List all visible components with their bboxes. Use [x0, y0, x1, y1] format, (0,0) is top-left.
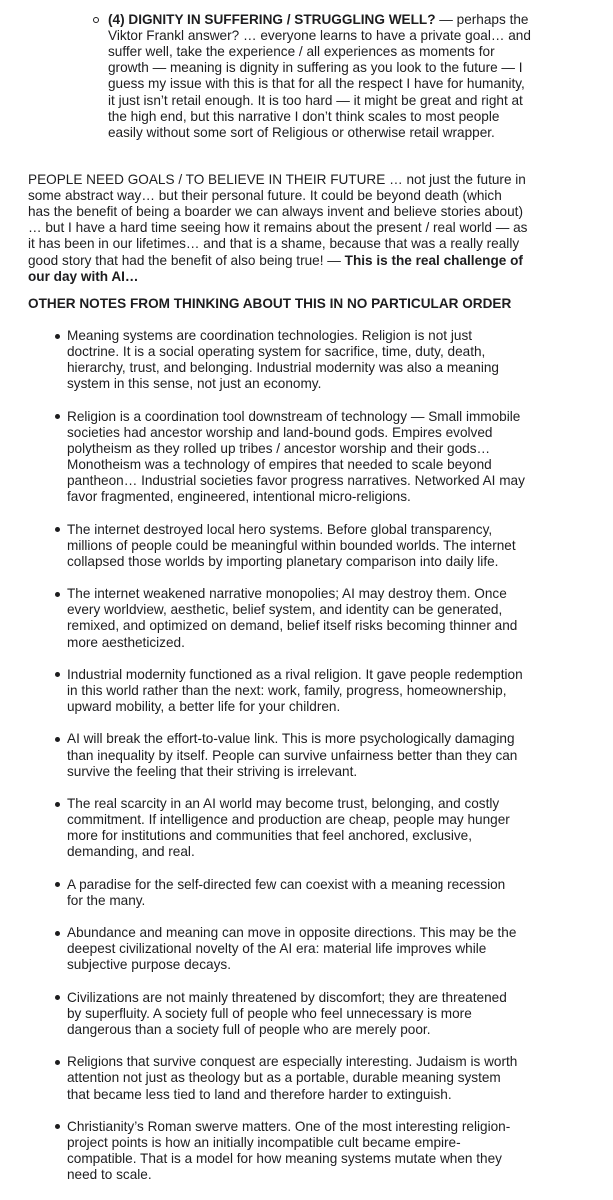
- note-line: Industrial modernity functioned as a rival religion. It gave people redemption: [67, 666, 523, 682]
- note-line: millions of people could be meaningful within bounded worlds. The internet: [67, 537, 516, 553]
- note-line: than inequality by itself. People can survive unfairness better than they can: [67, 747, 518, 763]
- note-item: [0, 328, 613, 393]
- note-line: in this world rather than the next: work, family, progress, homeownership,: [67, 683, 507, 699]
- note-line: attention not just as theology but as a portable, durable meaning system: [67, 1070, 501, 1086]
- paragraph-line: has the benefit of being a boarder we can always invent and believe stories about): [28, 204, 523, 220]
- bullet-dot-icon: [55, 527, 60, 532]
- note-line: hierarchy, trust, and belonging. Industrial modernity was also a meaning: [67, 360, 499, 376]
- paragraph-line-text: good story that had the benefit of also being true! —: [28, 252, 345, 268]
- bullet-dot-icon: [55, 882, 60, 887]
- note-item: [0, 990, 613, 1038]
- note-line: societies had ancestor worship and land-bound gods. Empires evolved: [67, 424, 493, 440]
- note-line: Civilizations are not mainly threatened by discomfort; they are threatened: [67, 989, 507, 1005]
- note-item: [0, 1119, 613, 1184]
- paragraph-emphasis: our day with AI…: [28, 268, 139, 284]
- paragraph-line: PEOPLE NEED GOALS / TO BELIEVE IN THEIR FUTURE … not just the future in: [28, 171, 526, 187]
- note-line: subjective purpose decays.: [67, 957, 231, 973]
- bullet-dot-icon: [55, 414, 60, 419]
- bullet-dot-icon: [55, 592, 60, 597]
- note-line: collapsed those worlds by importing planetary comparison into daily life.: [67, 553, 499, 569]
- note-line: upward mobility, a better life for your children.: [67, 699, 341, 715]
- note-line: system in this sense, not just an economy.: [67, 376, 322, 392]
- note-line: need to scale.: [67, 1167, 152, 1183]
- note-line: Meaning systems are coordination technologies. Religion is not just: [67, 327, 473, 343]
- nested-item-line: suffer well, take the experience / all experiences as moments for: [108, 44, 495, 60]
- nested-item-line: the high end, but this narrative I don’t think scales to most people: [108, 108, 500, 124]
- bullet-dot-icon: [55, 802, 60, 807]
- goals-paragraph: [0, 172, 613, 285]
- note-line: Monotheism was a technology of empires that needed to scale beyond: [67, 457, 492, 473]
- note-line: Religions that survive conquest are especially interesting. Judaism is worth: [67, 1054, 518, 1070]
- note-line: for the many.: [67, 892, 146, 908]
- bullet-dot-icon: [55, 995, 60, 1000]
- bullet-dot-icon: [55, 672, 60, 677]
- note-line: Religion is a coordination tool downstream of technology — Small immobile: [67, 408, 521, 424]
- note-line: doctrine. It is a social operating system for sacrifice, time, duty, death,: [67, 344, 486, 360]
- note-line: every worldview, aesthetic, belief system, and identity can be generated,: [67, 602, 503, 618]
- note-line: A paradise for the self-directed few can coexist with a meaning recession: [67, 876, 506, 892]
- note-line: more aestheticized.: [67, 634, 185, 650]
- nested-item-line-text: — perhaps the: [435, 11, 529, 27]
- note-line: by superfluity. A society full of people who feel unnecessary is more: [67, 1005, 472, 1021]
- nested-list-item: [0, 12, 613, 141]
- note-line: pantheon… Industrial societies favor progress narratives. Networked AI may: [67, 473, 525, 489]
- note-item: [0, 586, 613, 651]
- paragraph-emphasis: This is the real challenge of: [344, 252, 523, 268]
- note-line: Christianity’s Roman swerve matters. One of the most interesting religion-: [67, 1118, 511, 1134]
- note-line: The internet destroyed local hero systems. Before global transparency,: [67, 521, 493, 537]
- note-line: dangerous than a society full of people who are merely poor.: [67, 1021, 431, 1037]
- nested-item-line: [108, 12, 613, 28]
- note-line: deepest civilizational novelty of the AI era: material life improves while: [67, 941, 487, 957]
- note-line: more for institutions and communities that feel anchored, exclusive,: [67, 828, 472, 844]
- note-line: AI will break the effort-to-value link. This is more psychologically damaging: [67, 731, 515, 747]
- paragraph-line: it has been in our lifetimes… and that is a shame, because that was a really really: [28, 236, 520, 252]
- nested-item-line: guess my issue with this is that for all the respect I have for humanity,: [108, 76, 525, 92]
- paragraph-line: [28, 253, 613, 269]
- bullet-dot-icon: [55, 931, 60, 936]
- bullet-dot-icon: [55, 1124, 60, 1129]
- section-heading: OTHER NOTES FROM THINKING ABOUT THIS IN NO PARTICULAR ORDER: [28, 295, 512, 311]
- note-line: remixed, and optimized on demand, belief itself risks becoming thinner and: [67, 618, 518, 634]
- nested-item-line: easily without some sort of Religious or otherwise retail wrapper.: [108, 124, 495, 140]
- nested-item-line: growth — meaning is dignity in suffering as you look to the future — I: [108, 60, 523, 76]
- note-line: compatible. That is a model for how meaning systems mutate when they: [67, 1151, 502, 1167]
- note-line: polytheism as they rolled up tribes / ancestor worship and their gods…: [67, 440, 491, 456]
- notes-list: [0, 328, 613, 1183]
- nested-item-title: (4) DIGNITY IN SUFFERING / STRUGGLING WELL?: [108, 11, 436, 27]
- bullet-dot-icon: [55, 737, 60, 742]
- paragraph-line: … but I have a hard time seeing how it remains about the present / real world — as: [28, 220, 528, 236]
- note-line: The real scarcity in an AI world may become trust, belonging, and costly: [67, 796, 500, 812]
- note-line: favor fragmented, engineered, intentional micro-religions.: [67, 489, 411, 505]
- note-item: [0, 522, 613, 570]
- note-item: [0, 877, 613, 909]
- hollow-bullet-icon: [93, 17, 99, 23]
- bullet-dot-icon: [55, 1060, 60, 1065]
- note-line: survive the feeling that their striving is irrelevant.: [67, 763, 358, 779]
- bullet-dot-icon: [55, 334, 60, 339]
- note-line: The internet weakened narrative monopolies; AI may destroy them. Once: [67, 586, 507, 602]
- note-line: Abundance and meaning can move in opposite directions. This may be the: [67, 925, 517, 941]
- note-line: that became less tied to land and therefore harder to extinguish.: [67, 1086, 452, 1102]
- nested-item-line: Viktor Frankl answer? … everyone learns to have a private goal… and: [108, 28, 531, 44]
- note-item: [0, 409, 613, 506]
- note-item: [0, 1054, 613, 1102]
- nested-item-line: it just isn’t retail enough. It is too hard — it might be great and right at: [108, 92, 523, 108]
- paragraph-line: some abstract way… but their personal future. It could be beyond death (which: [28, 187, 502, 203]
- note-item: [0, 667, 613, 715]
- note-line: commitment. If intelligence and production are cheap, people may hunger: [67, 812, 510, 828]
- note-item: [0, 731, 613, 779]
- note-item: [0, 925, 613, 973]
- note-item: [0, 796, 613, 861]
- note-line: project points is how an initially incompatible cult became empire-: [67, 1134, 461, 1150]
- note-line: demanding, and real.: [67, 844, 195, 860]
